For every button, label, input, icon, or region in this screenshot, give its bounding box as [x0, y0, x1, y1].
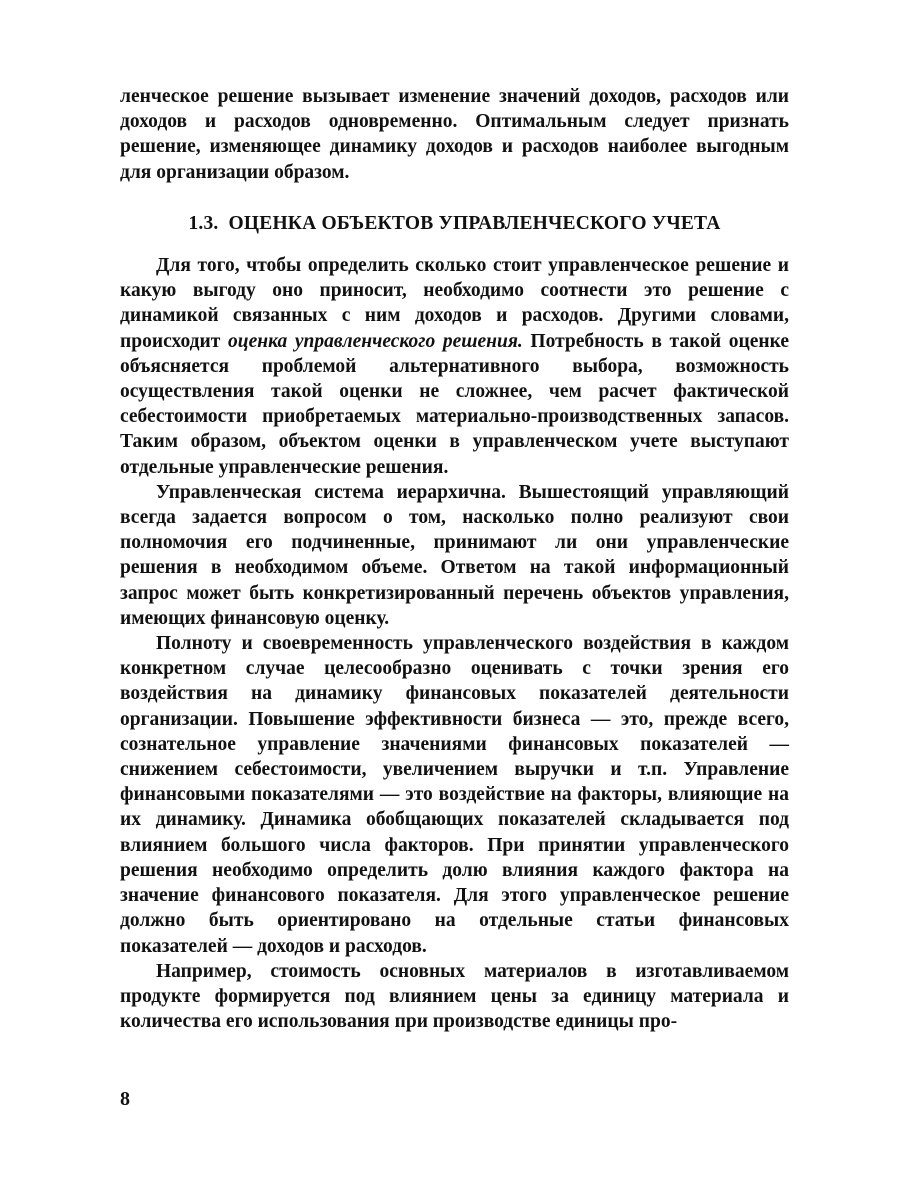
section-number: 1.3.: [188, 212, 219, 234]
page-number: 8: [120, 1088, 130, 1110]
section-title: ОЦЕНКА ОБЪЕКТОВ УПРАВЛЕНЧЕСКОГО УЧЕТА: [228, 212, 721, 234]
section-heading: [120, 211, 789, 236]
paragraph-2: Управленческая система иерархична. Вышестоящий управляющий всегда задается вопросом о том, насколько полно реализуют свои полномочия его подчиненные, принимают ли они управленческие решения в необходимом объеме. Ответом на такой информационный запрос может быть конкретизированный перечень объектов управления, имеющих финансовую оценку.: [120, 481, 789, 629]
paragraph-3: Полноту и своевременность управленческого воздействия в каждом конкретном случае целесообразно оценивать с точки зрения его воздействия на динамику финансовых показателей деятельности организации. Повышение эффективности бизнеса — это, прежде всего, сознательное управление значениями финансовых показателей — снижением себестоимости, увеличением выручки и т.п. Управление финансовыми показателями — это воздействие на факторы, влияющие на их динамику. Динамика обобщающих показателей складывается под влиянием большого числа факторов. При принятии управленческого решения необходимо определить долю влияния каждого фактора на значение финансового показателя. Для этого управленческое решение должно быть ориентировано на отдельные статьи финансовых показателей — доходов и расходов.: [120, 633, 789, 957]
paragraph-1-emphasis: оценка управленческого решения.: [228, 330, 523, 352]
paragraph-1-text-b: Потребность в такой оценке объясняется проблемой альтернативного выбора, возможность осуществления такой оценки не сложнее, чем расчет фактической себестоимости приобретаемых материально-производственных запасов. Таким образом, объектом оценки в управленческом учете выступают отдельные управленческие решения.: [120, 330, 789, 478]
paragraph-1: [120, 253, 789, 480]
paragraph-1-text-a: Для того, чтобы определить сколько стоит управленческое решение и какую выгоду оно приносит, необходимо соотнести это решение с динамикой связанных с ним доходов и расходов. Другими словами, происходит: [120, 255, 789, 352]
intro-paragraph: ленческое решение вызывает изменение значений доходов, расходов или доходов и расходов одновременно. Оптимальным следует признать решение, изменяющее динамику доходов и расходов наиболее выгодным для организации образом.: [120, 86, 789, 183]
paragraph-4: Например, стоимость основных материалов в изготавливаемом продукте формируется под влиянием цены за единицу материала и количества его использования при производстве единицы про-: [120, 960, 789, 1033]
